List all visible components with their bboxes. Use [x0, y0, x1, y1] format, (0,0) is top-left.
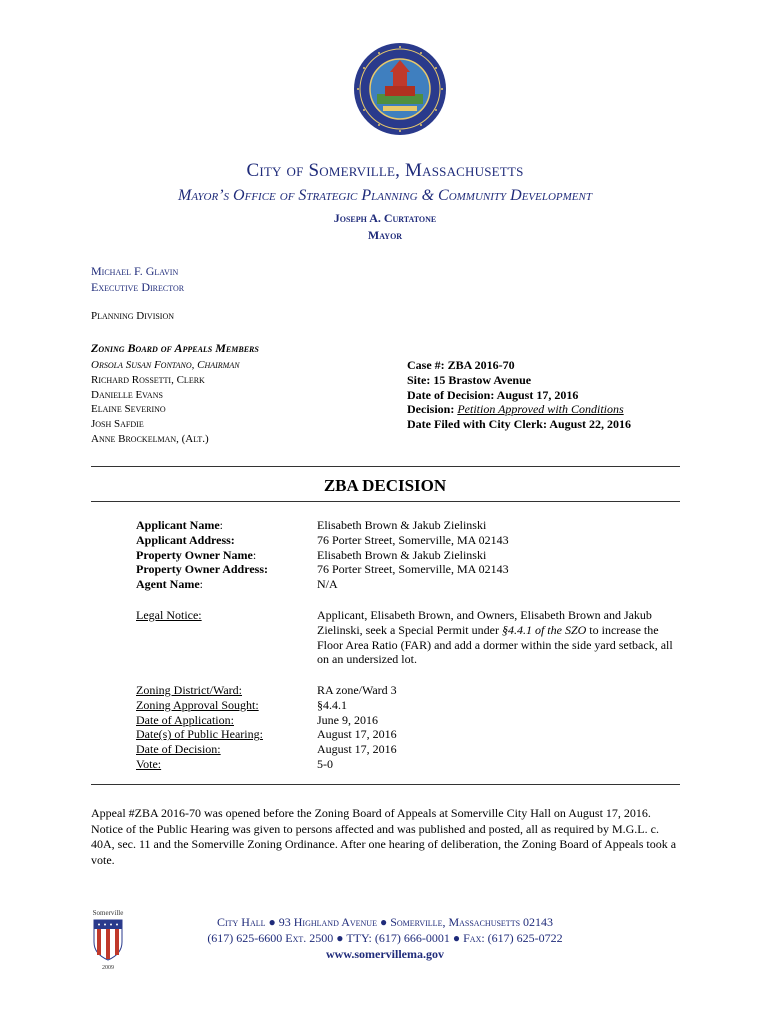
executive-director-name: Michael F. Glavin: [91, 264, 179, 278]
legal-notice-label: Legal Notice:: [136, 608, 202, 622]
case-decision-date: Date of Decision: August 17, 2016: [407, 387, 579, 402]
mayor-title: Mayor: [367, 228, 403, 242]
hearing-date: August 17, 2016: [317, 727, 397, 742]
applicant-address: 76 Porter Street, Somerville, MA 02143: [317, 532, 509, 547]
application-date-label: Date of Application:: [136, 712, 234, 727]
case-decision: [407, 402, 631, 417]
member-chairman: Orsola Susan Fontano, Chairman: [91, 359, 240, 371]
city-title: City of Somerville, Massachusetts: [246, 160, 524, 181]
footer-address: City Hall ● 93 Highland Avenue ● Somerville, Massachusetts 02143: [216, 915, 554, 929]
hearing-labels: [136, 683, 263, 772]
board-heading: Zoning Board of Appeals Members: [91, 341, 259, 355]
divider: [91, 466, 680, 467]
logo-year: 2009: [102, 965, 114, 970]
mayor-name: Joseph A. Curtatone: [333, 211, 437, 225]
appeal-paragraph: Appeal #ZBA 2016-70 was opened before the Zoning Board of Appeals at Somerville City Hall on August 17, 2016. Notice of the Public Hearing was given to persons affected and was published and posted, all as required by M.G.L. c. 40A, sec. 11 and the Somerville Zoning Ordinance. After one hearing of deliberation, the Zoning Board of Appeals took a vote.: [91, 806, 677, 867]
owner-name-label: Property Owner Name:: [136, 547, 257, 562]
decision-date: August 17, 2016: [317, 742, 397, 757]
owner-address: 76 Porter Street, Somerville, MA 02143: [317, 562, 509, 577]
member: Josh Safdie: [91, 418, 144, 431]
applicant-values: [317, 518, 509, 592]
vote-label: Vote:: [136, 756, 162, 771]
case-decision-value: Petition Approved with Conditions: [457, 402, 624, 417]
legal-notice-text: Applicant, Elisabeth Brown, and Owners, Elisabeth Brown and Jakub Zielinski, seek a Special Permit under §4.4.1 of the SZO to increase the Floor Area Ratio (FAR) and add a dormer within the side yard setback, all on an undersized lot.: [317, 608, 673, 667]
footer-website-link[interactable]: www.somervillema.gov: [326, 947, 444, 961]
member: Danielle Evans: [91, 388, 163, 401]
case-info: [407, 358, 631, 432]
zoning-district: RA zone/Ward 3: [317, 683, 397, 697]
office-title: Mayor’s Office of Strategic Planning & Community Development: [178, 187, 592, 204]
approval-sought-label: Zoning Approval Sought:: [136, 697, 259, 712]
applicant-labels: [136, 518, 268, 592]
owner-address-label: Property Owner Address:: [136, 562, 268, 577]
case-filed-date: Date Filed with City Clerk: August 22, 2016: [407, 417, 631, 432]
executive-director-title: Executive Director: [91, 280, 185, 294]
logo-text: Somerville: [92, 909, 124, 917]
szo-reference: §4.4.1 of the SZO: [501, 622, 587, 637]
member-alternate: Anne Brockelman, (Alt.): [91, 432, 209, 445]
applicant-address-label: Applicant Address:: [136, 532, 235, 547]
board-members-list: [91, 358, 240, 447]
footer: [0, 914, 770, 962]
approval-sought: §4.4.1: [317, 697, 347, 712]
hearing-values: [317, 683, 397, 772]
agent-name-label: Agent Name:: [136, 577, 203, 592]
application-date: June 9, 2016: [317, 712, 378, 727]
city-seal-logo: [353, 42, 447, 136]
zoning-district-label: Zoning District/Ward:: [136, 683, 243, 697]
decision-title: ZBA DECISION: [323, 476, 447, 495]
member: Elaine Severino: [91, 403, 166, 416]
divider: [91, 501, 680, 502]
applicant-name: Elisabeth Brown & Jakub Zielinski: [317, 518, 487, 532]
case-site: Site: 15 Brastow Avenue: [407, 372, 532, 387]
vote: 5-0: [317, 756, 333, 771]
case-decision-label: Decision:: [407, 402, 458, 417]
planning-division: Planning Division: [91, 310, 175, 322]
decision-date-label: Date of Decision:: [136, 742, 221, 757]
applicant-name-label: Applicant Name:: [136, 518, 224, 532]
agent-name: N/A: [317, 577, 338, 592]
hearing-date-label: Date(s) of Public Hearing:: [136, 727, 263, 742]
member-clerk: Richard Rossetti, Clerk: [91, 373, 205, 386]
owner-name: Elisabeth Brown & Jakub Zielinski: [317, 547, 487, 562]
case-number: Case #: ZBA 2016-70: [407, 358, 515, 372]
footer-phones: (617) 625-6600 Ext. 2500 ● TTY: (617) 666-0001 ● Fax: (617) 625-0722: [207, 931, 563, 945]
divider: [91, 784, 680, 785]
